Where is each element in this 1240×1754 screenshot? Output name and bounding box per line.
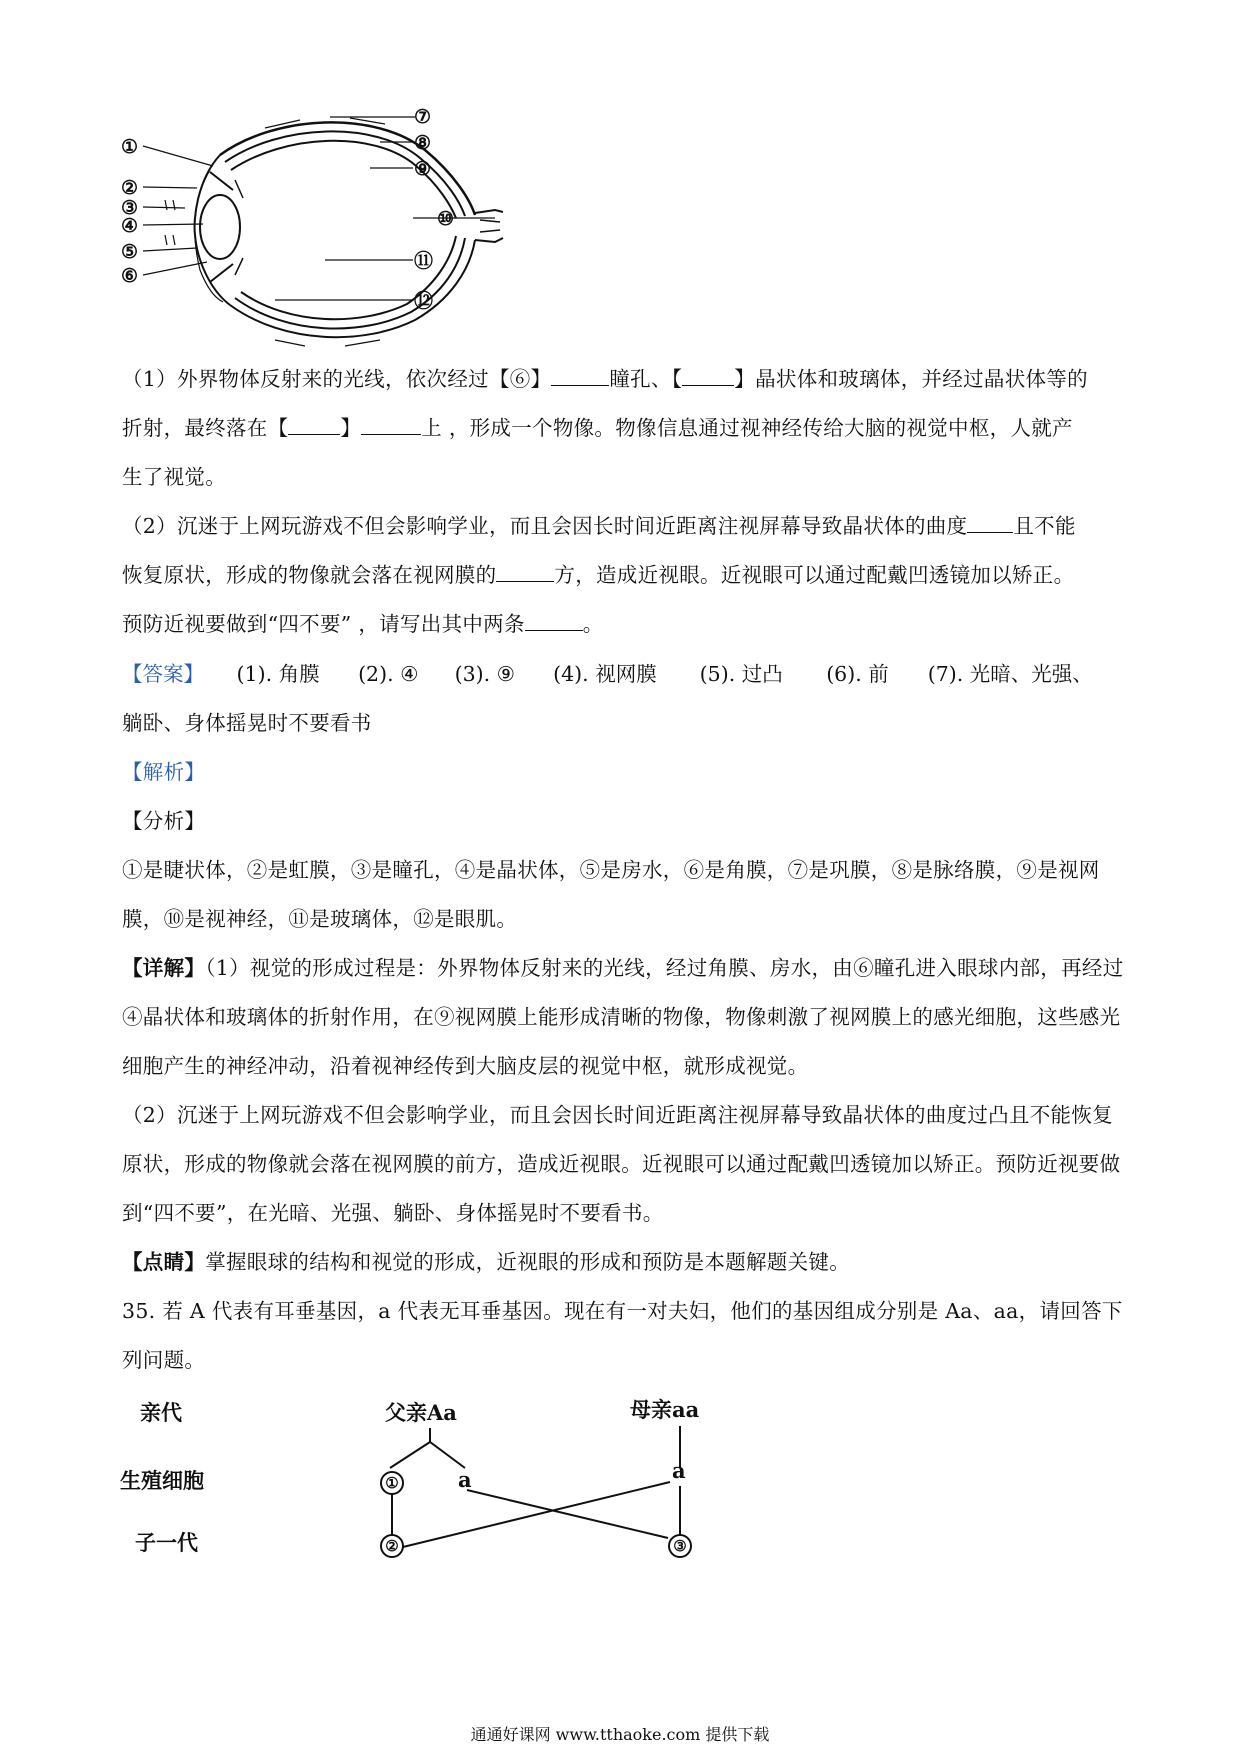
gamete-a-father: a <box>458 1467 472 1492</box>
row-label-offspring: 子一代 <box>135 1530 198 1555</box>
answer-blank <box>967 512 1013 533</box>
mother-genotype: 母亲aa <box>630 1397 700 1422</box>
genetics-diagram <box>115 1390 765 1575</box>
eye-label-9: ⑨ <box>414 158 432 180</box>
eye-label-3: ③ <box>121 197 139 219</box>
eye-label-12: ⑫ <box>414 290 434 312</box>
eye-label-2: ② <box>121 177 139 199</box>
analysis-sub-label: 【分析】 <box>122 809 206 833</box>
detail-part-1: 【详解】（1）视觉的形成过程是：外界物体反射来的光线，经过角膜、房水，由⑥瞳孔进入眼球内部，再经过④晶状体和玻璃体的折射作用，在⑨视网膜上能形成清晰的物像，物像刺激了视网膜上的感光细胞，这些感光细胞产生的神经冲动，沿着视神经传到大脑皮层的视觉中枢，就形成视觉。 <box>122 956 1124 1078</box>
eye-label-5: ⑤ <box>121 241 139 263</box>
analysis-label: 【解析】 <box>122 760 206 784</box>
answer-label: 【答案】 <box>122 662 204 686</box>
answer-line-2: 躺卧、身体摇晃时不要看书 <box>122 711 372 735</box>
row-label-gamete: 生殖细胞 <box>120 1468 204 1493</box>
father-genotype: 父亲Aa <box>385 1400 457 1425</box>
question-part-1: （1）外界物体反射来的光线，依次经过【⑥】 瞳孔、【 】晶状体和玻璃体，并经过晶状体等的 折射，最终落在【 】 上 ，形成一个物像。物像信息通过视神经传给大脑的视觉中枢，人就产 生了视觉。 <box>122 367 1088 489</box>
answer-item: (7). 光暗、光强、 <box>927 662 1093 686</box>
eye-label-7: ⑦ <box>414 106 432 128</box>
question-35-stem: 35. 若 A 代表有耳垂基因，a 代表无耳垂基因。现在有一对夫妇，他们的基因组成分别是 Aa、aa，请回答下列问题。 <box>122 1299 1123 1372</box>
eye-label-4: ④ <box>121 215 139 237</box>
answer-line <box>122 650 1132 699</box>
answer-item: (2). ④ <box>358 662 419 686</box>
eye-label-11: ⑪ <box>414 250 434 272</box>
answer-blank <box>288 414 340 435</box>
answer-blank <box>551 365 609 386</box>
gamete-1-label: ① <box>385 1474 399 1492</box>
gamete-a-mother: a <box>672 1458 686 1483</box>
child-2-label: ② <box>385 1537 399 1555</box>
question-part-2: （2）沉迷于上网玩游戏不但会影响学业，而且会因长时间近距离注视屏幕导致晶状体的曲度 且不能 恢复原状，形成的物像就会落在视网膜的 方，造成近视眼。近视眼可以通过配戴凹透镜加以矫正。 预防近视要做到“四不要” ，请写出其中两条 。 <box>122 514 1076 636</box>
eye-label-8: ⑧ <box>414 132 432 154</box>
detail-label: 【详解】 <box>122 956 206 980</box>
answer-item: (3). ⑨ <box>454 662 516 686</box>
answer-blank <box>525 610 583 631</box>
answer-item: (1). 角膜 <box>236 662 320 686</box>
eye-label-6: ⑥ <box>121 265 139 287</box>
answer-blank <box>682 365 734 386</box>
answer-item: (5). 过凸 <box>699 662 783 686</box>
eye-label-10: ⑩ <box>437 208 455 230</box>
answer-item: (6). 前 <box>826 662 889 686</box>
tip: 【点睛】掌握眼球的结构和视觉的形成，近视眼的形成和预防是本题解题关键。 <box>122 1250 851 1274</box>
eye-label-1: ① <box>121 136 139 158</box>
answer-blank <box>361 414 421 435</box>
answer-item: (4). 视网膜 <box>553 662 657 686</box>
row-label-parent: 亲代 <box>140 1400 182 1425</box>
answer-blank <box>496 561 554 582</box>
analysis-text: ①是睫状体，②是虹膜，③是瞳孔，④是晶状体，⑤是房水，⑥是角膜，⑦是巩膜，⑧是脉络膜，⑨是视网膜，⑩是视神经，⑪是玻璃体，⑫是眼肌。 <box>122 858 1100 931</box>
eyeball-diagram <box>121 106 505 355</box>
footer: 通通好课网 www.tthaoke.com 提供下载 <box>470 1725 770 1744</box>
detail-part-2: （2）沉迷于上网玩游戏不但会影响学业，而且会因长时间近距离注视屏幕导致晶状体的曲度过凸且不能恢复原状，形成的物像就会落在视网膜的前方，造成近视眼。近视眼可以通过配戴凹透镜加以矫正。预防近视要做到“四不要”，在光暗、光强、躺卧、身体摇晃时不要看书。 <box>122 1103 1121 1225</box>
tip-label: 【点睛】 <box>122 1250 206 1274</box>
child-3-label: ③ <box>673 1537 687 1555</box>
